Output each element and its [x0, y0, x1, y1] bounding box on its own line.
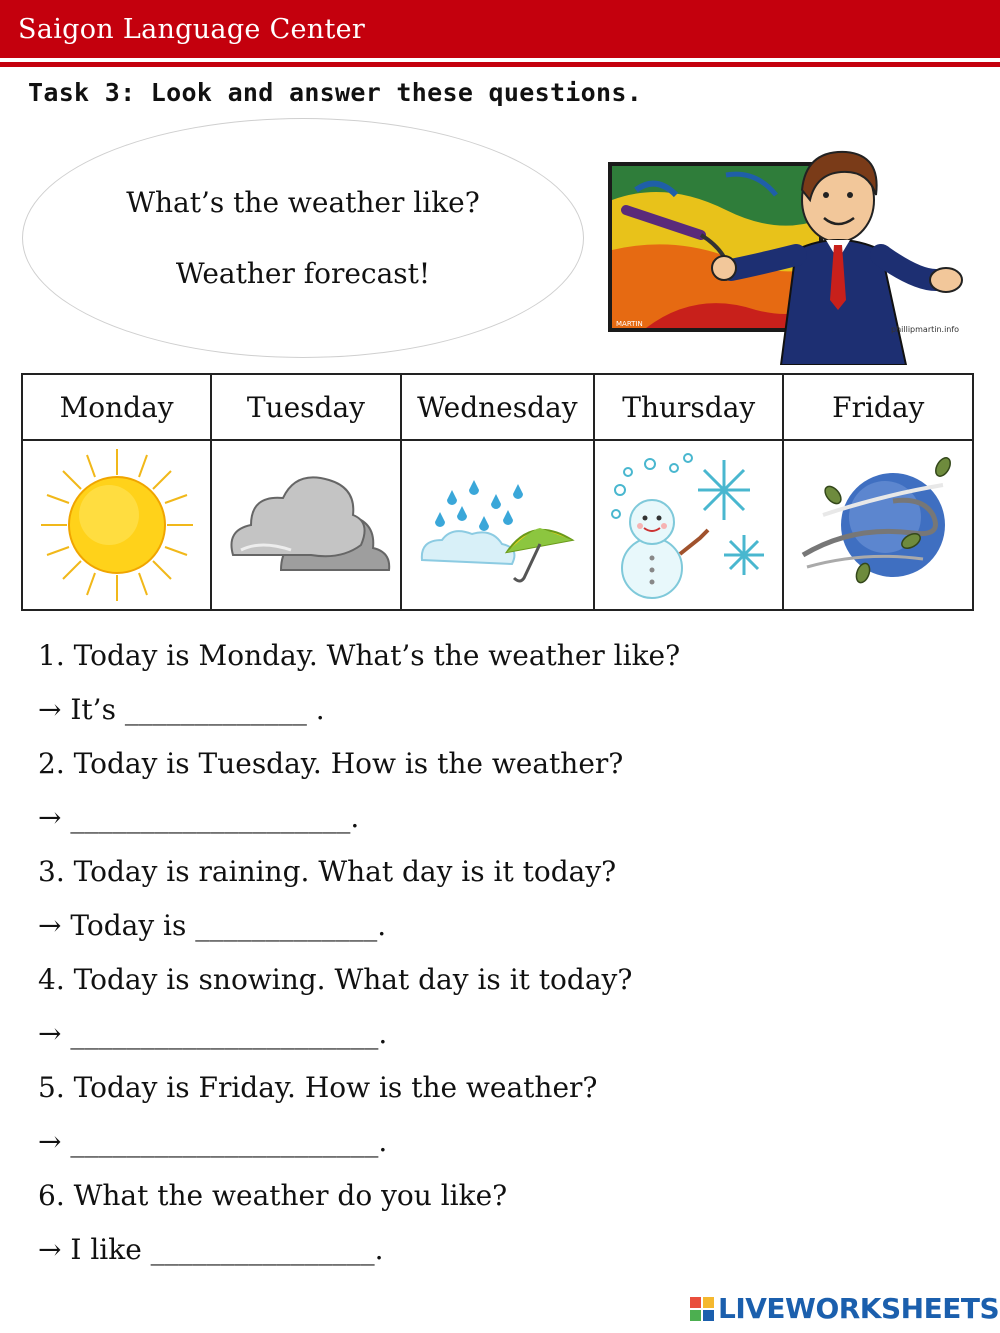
liveworksheets-logo[interactable]	[690, 1292, 1000, 1326]
weather-cell	[783, 440, 973, 610]
rain-umbrella-icon	[412, 460, 582, 590]
question-text: 5. Today is Friday. How is the weather?	[38, 1071, 598, 1104]
map-label: MARTIN	[616, 320, 643, 328]
cloud-icon	[221, 460, 391, 590]
question-text: 4. Today is snowing. What day is it today?	[38, 963, 633, 996]
bubble-exclamation: Weather forecast!	[175, 257, 431, 290]
question-text: 1. Today is Monday. What’s the weather like?	[38, 639, 681, 672]
day-header: Wednesday	[401, 374, 594, 440]
question-text: 2. Today is Tuesday. How is the weather?	[38, 747, 624, 780]
task-title: Task 3: Look and answer these questions.	[28, 78, 643, 107]
header-title: Saigon Language Center	[18, 14, 366, 45]
weather-icon-row	[22, 440, 973, 610]
weekly-weather-table	[21, 373, 974, 611]
day-header-row	[22, 374, 973, 440]
answer-line[interactable]: → Today is _____________.	[38, 909, 387, 942]
liveworksheets-brand: LIVEWORKSHEETS	[718, 1292, 1000, 1325]
day-header: Monday	[22, 374, 211, 440]
answer-line[interactable]: → I like ________________.	[38, 1233, 384, 1266]
weather-cell	[22, 440, 211, 610]
day-header: Thursday	[594, 374, 783, 440]
illustration-credit: phillipmartin.info	[891, 325, 960, 334]
question-text: 6. What the weather do you like?	[38, 1179, 508, 1212]
header-rule	[0, 62, 1000, 67]
day-header: Friday	[783, 374, 973, 440]
liveworksheets-logo-icon	[690, 1297, 714, 1321]
weather-forecaster-illustration	[606, 140, 976, 365]
sun-icon	[37, 445, 197, 605]
snowman-icon	[604, 450, 774, 600]
speech-bubble	[22, 118, 584, 358]
answer-line[interactable]: → ______________________.	[38, 1125, 388, 1158]
weather-cell	[401, 440, 594, 610]
weather-cell	[211, 440, 400, 610]
answer-line[interactable]: → ____________________.	[38, 801, 360, 834]
answer-line[interactable]: → It’s _____________ .	[38, 693, 325, 726]
question-text: 3. Today is raining. What day is it today?	[38, 855, 617, 888]
question-list	[38, 633, 968, 1281]
answer-line[interactable]: → ______________________.	[38, 1017, 388, 1050]
day-header: Tuesday	[211, 374, 400, 440]
wind-icon	[793, 455, 963, 595]
weather-cell	[594, 440, 783, 610]
bubble-question: What’s the weather like?	[126, 186, 480, 219]
